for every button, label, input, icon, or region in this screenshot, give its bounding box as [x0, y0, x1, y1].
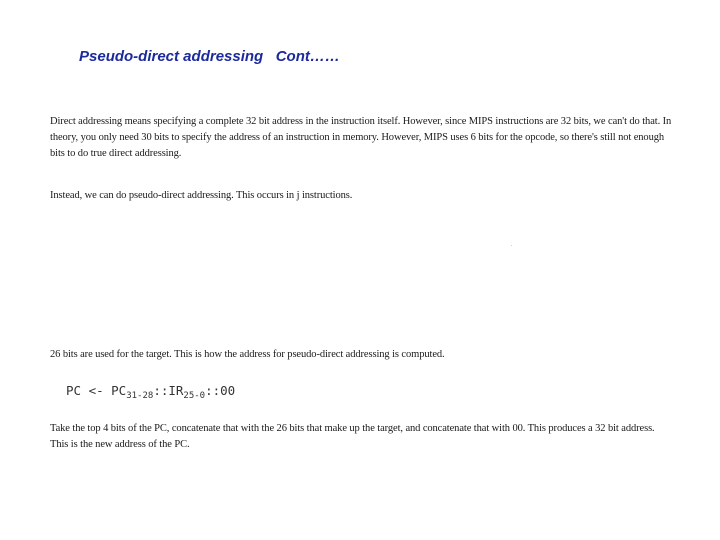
formula-lhs: PC <- PC: [66, 383, 127, 398]
formula-ir: ::IR: [153, 383, 184, 398]
stray-mark: [511, 245, 512, 246]
address-formula: [66, 383, 235, 401]
direct-addressing-paragraph: Direct addressing means specifying a complete 32 bit address in the instruction itself. However, since MIPS instructions are 32 bits, we can't do that. In theory, you only need 30 bits to specify the address of an instruction in memory. However, MIPS uses 6 bits for the opcode, so there's still not enough bits to do true direct addressing.: [50, 116, 672, 159]
formula-tail: ::00: [205, 383, 236, 398]
pseudo-direct-intro-paragraph: Instead, we can do pseudo-direct addressing. This occurs in j instructions.: [50, 190, 353, 201]
formula-pc-subscript: 31-28: [126, 391, 154, 401]
formula-ir-subscript: 25-0: [183, 391, 206, 401]
explanation-paragraph: Take the top 4 bits of the PC, concatenate that with the 26 bits that make up the target, and concatenate that with 00. This produces a 32 bit address. This is the new address of the PC.: [50, 423, 655, 450]
target-bits-paragraph: 26 bits are used for the target. This is how the address for pseudo-direct addressing is computed.: [50, 349, 445, 360]
slide-title: Pseudo-direct addressing Cont……: [79, 48, 340, 65]
